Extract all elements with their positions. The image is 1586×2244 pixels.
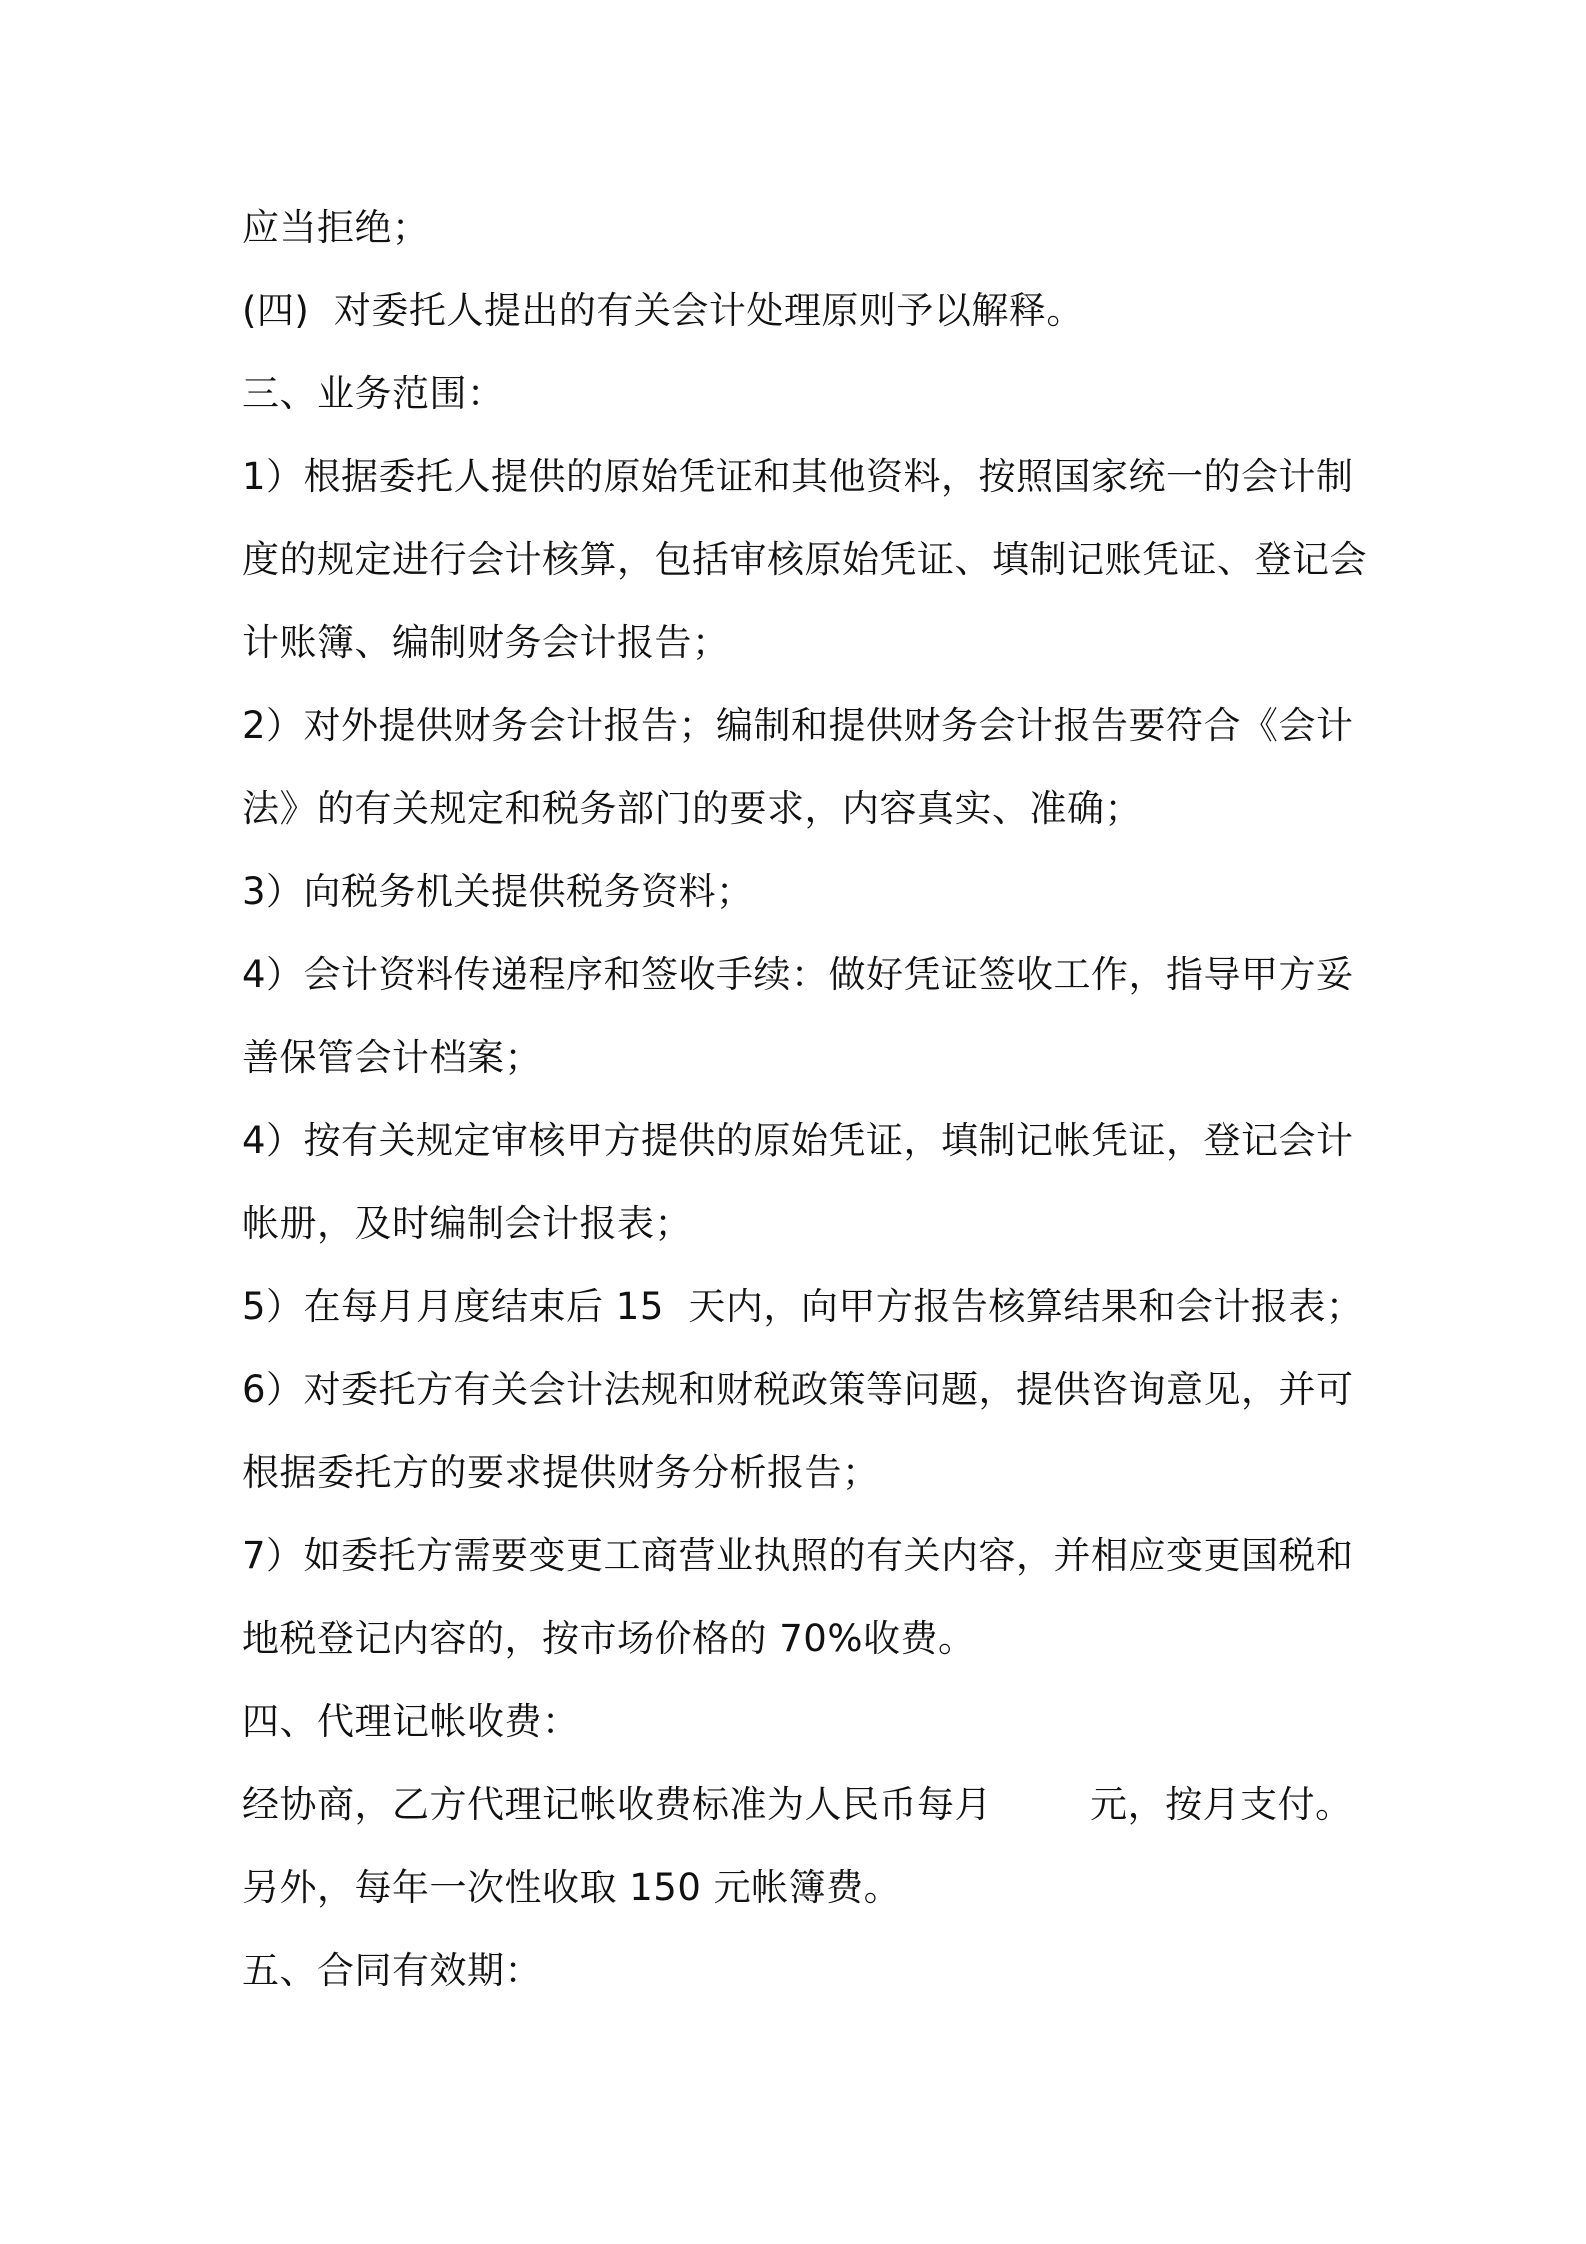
text-line: 度的规定进行会计核算，包括审核原始凭证、填制记账凭证、登记会 (242, 538, 1367, 581)
text-line: 善保管会计档案； (242, 1036, 542, 1079)
text-line: 6）对委托方有关会计法规和财税政策等问题，提供咨询意见，并可 (242, 1368, 1354, 1411)
text-line: 帐册，及时编制会计报表； (242, 1202, 692, 1245)
text-line: 根据委托方的要求提供财务分析报告； (242, 1451, 880, 1494)
text-line: 1）根据委托人提供的原始凭证和其他资料，按照国家统一的会计制 (242, 455, 1354, 498)
text-line: 另外，每年一次性收取 150 元帐簿费。 (242, 1866, 902, 1909)
text-line: 4）按有关规定审核甲方提供的原始凭证，填制记帐凭证，登记会计 (242, 1119, 1354, 1162)
section-heading: 四、代理记帐收费： (242, 1700, 580, 1743)
text-line: 计账簿、编制财务会计报告； (242, 621, 730, 664)
text-line: 经协商，乙方代理记帐收费标准为人民币每月 元，按月支付。 (242, 1783, 1353, 1826)
text-line: 2）对外提供财务会计报告；编制和提供财务会计报告要符合《会计 (242, 704, 1354, 747)
text-line: 4）会计资料传递程序和签收手续：做好凭证签收工作，指导甲方妥 (242, 953, 1354, 996)
section-heading: 三、业务范围： (242, 372, 505, 415)
text-line: (四) 对委托人提出的有关会计处理原则予以解释。 (242, 289, 1084, 332)
text-line: 法》的有关规定和税务部门的要求，内容真实、准确； (242, 787, 1142, 830)
text-line: 地税登记内容的，按市场价格的 70%收费。 (242, 1617, 976, 1660)
section-heading: 五、合同有效期： (242, 1949, 542, 1992)
text-line: 5）在每月月度结束后 15 天内，向甲方报告核算结果和会计报表； (242, 1285, 1364, 1328)
text-line: 3）向税务机关提供税务资料； (242, 870, 754, 913)
text-line: 7）如委托方需要变更工商营业执照的有关内容，并相应变更国税和 (242, 1534, 1354, 1577)
text-line: 应当拒绝； (242, 206, 430, 249)
